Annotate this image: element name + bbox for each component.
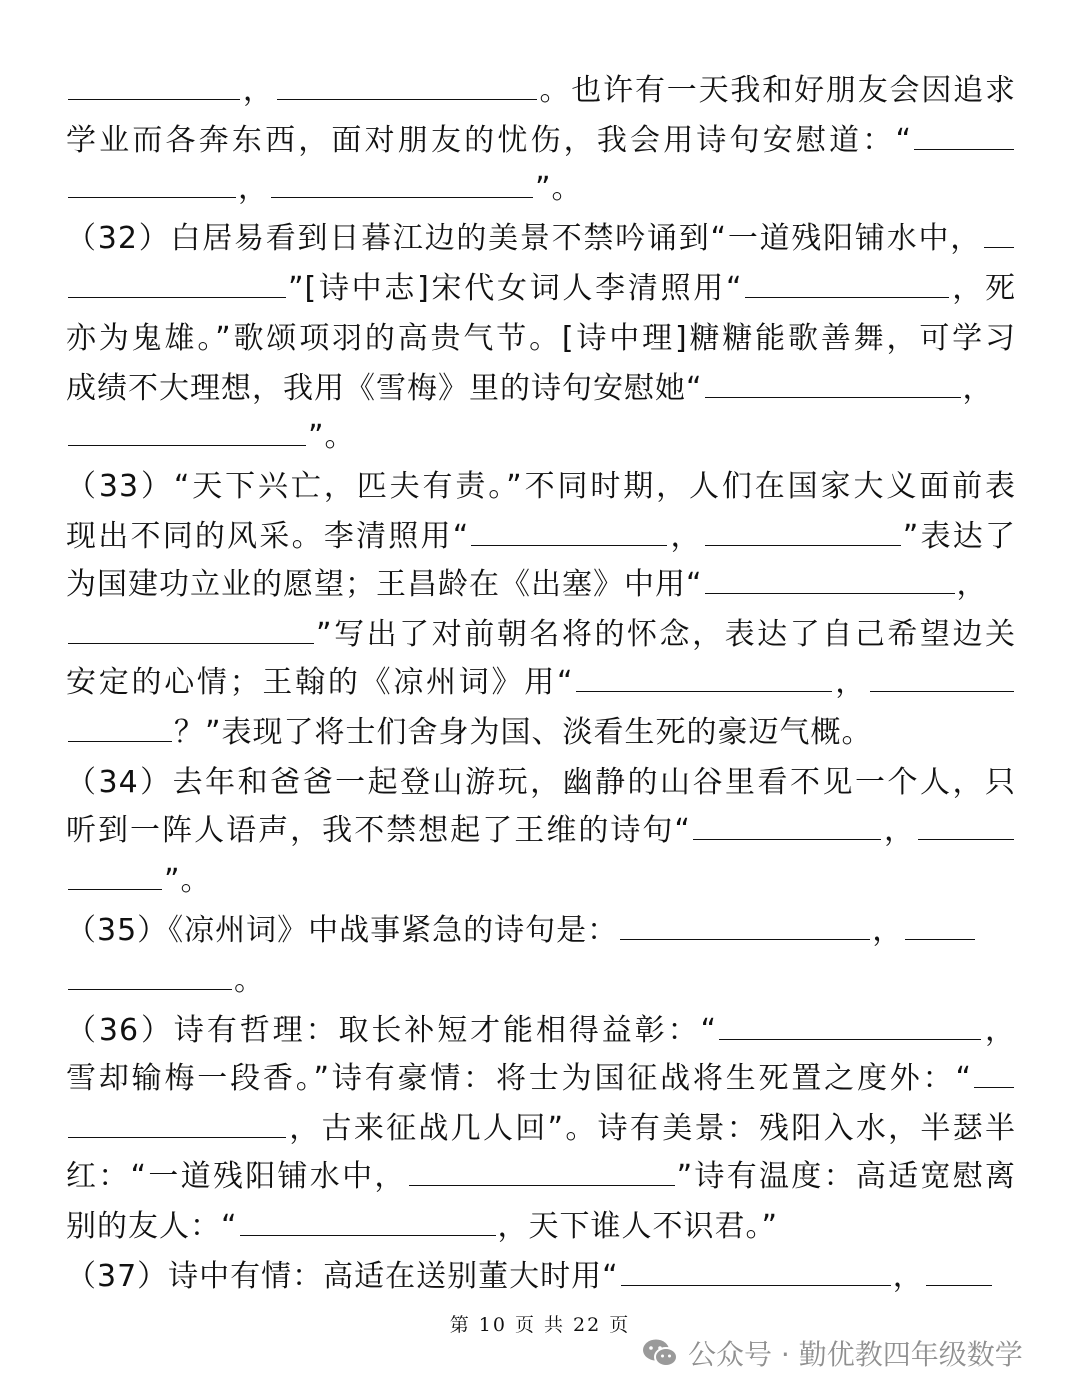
answer-blank[interactable] <box>471 515 667 546</box>
line-text: ， <box>872 913 904 948</box>
line-text: ， <box>956 567 988 602</box>
line-text: 现出不同的风采。李清照用“ <box>66 519 470 554</box>
text-line <box>66 216 1016 262</box>
line-text: ， <box>669 519 703 554</box>
text-line <box>66 1254 1016 1300</box>
answer-blank[interactable] <box>620 909 870 940</box>
line-text: ， <box>882 813 916 848</box>
answer-blank[interactable] <box>68 167 236 198</box>
line-text: ”。 <box>308 419 356 454</box>
line-text: ”写出了对前朝名将的怀念，表达了自己希望边关 <box>316 617 1016 652</box>
text-line <box>66 316 1016 362</box>
line-text: 红：“一道残阳铺水中， <box>66 1159 407 1194</box>
text-line <box>66 414 1016 460</box>
text-line <box>66 710 1016 756</box>
answer-blank[interactable] <box>68 959 232 990</box>
answer-blank[interactable] <box>905 909 975 940</box>
answer-blank[interactable] <box>68 859 162 890</box>
text-line <box>66 118 1016 164</box>
text-line <box>66 612 1016 658</box>
answer-blank[interactable] <box>984 217 1014 248</box>
answer-blank[interactable] <box>705 515 901 546</box>
line-text: （32）白居易看到日暮江边的美景不禁吟诵到“一道残阳铺水中， <box>66 221 982 256</box>
answer-blank[interactable] <box>409 1155 675 1186</box>
answer-blank[interactable] <box>705 367 961 398</box>
text-line <box>66 1008 1016 1054</box>
line-text: ， <box>833 665 868 700</box>
answer-blank[interactable] <box>870 661 1014 692</box>
text-line <box>66 514 1016 560</box>
answer-blank[interactable] <box>240 1205 496 1236</box>
answer-blank[interactable] <box>68 711 172 742</box>
line-text: ”。 <box>164 863 212 898</box>
answer-blank[interactable] <box>974 1057 1014 1088</box>
page-footer: 第 10 页 共 22 页 <box>449 1314 631 1336</box>
line-text: 为国建功立业的愿望；王昌龄在《出塞》中用“ <box>66 567 703 602</box>
text-line <box>66 1154 1016 1200</box>
line-text: ”。 <box>535 171 583 206</box>
answer-blank[interactable] <box>68 69 240 100</box>
answer-blank[interactable] <box>271 167 533 198</box>
line-text: ， <box>892 1259 924 1294</box>
line-text: （34）去年和爸爸一起登山游玩，幽静的山谷里看不见一个人，只 <box>66 765 1016 800</box>
answer-blank[interactable] <box>914 119 1014 150</box>
line-text: 。 <box>234 963 265 998</box>
answer-blank[interactable] <box>277 69 537 100</box>
answer-blank[interactable] <box>68 415 306 446</box>
text-line <box>66 760 1016 806</box>
line-text: ， <box>962 371 994 406</box>
answer-blank[interactable] <box>68 613 314 644</box>
line-text: ”诗有温度：高适宽慰离 <box>676 1159 1016 1194</box>
answer-blank[interactable] <box>918 809 1014 840</box>
answer-blank[interactable] <box>621 1255 891 1286</box>
text-line <box>66 464 1016 510</box>
text-line <box>66 958 1016 1004</box>
line-text: （37）诗中有情：高适在送别董大时用“ <box>66 1259 619 1294</box>
text-line <box>66 366 1016 412</box>
line-text: ，古来征战几人回”。诗有美景：残阳入水，半瑟半 <box>288 1111 1016 1146</box>
text-line <box>66 266 1016 312</box>
text-line <box>66 1056 1016 1102</box>
line-text: ，天下谁人不识君。” <box>497 1209 779 1244</box>
text-line <box>66 660 1016 706</box>
watermark-text: 公众号 · 勤优教四年级数学 <box>688 1338 1023 1371</box>
line-text: ？”表现了将士们舍身为国、淡看生死的豪迈气概。 <box>174 715 873 750</box>
text-line <box>66 166 1016 212</box>
line-text: 听到一阵人语声，我不禁想起了王维的诗句“ <box>66 813 691 848</box>
line-text: ， <box>983 1013 1016 1048</box>
watermark <box>640 1330 1023 1376</box>
answer-blank[interactable] <box>705 563 955 594</box>
text-line <box>66 1204 1016 1250</box>
answer-blank[interactable] <box>926 1255 992 1286</box>
line-text: ”[诗中志]宋代女词人李清照用“ <box>288 271 743 306</box>
answer-blank[interactable] <box>576 661 832 692</box>
line-text: 雪却输梅一段香。”诗有豪情：将士为国征战将生死置之度外：“ <box>66 1061 972 1096</box>
line-text: 。也许有一天我和好朋友会因追求 <box>538 73 1016 108</box>
wechat-icon <box>640 1336 680 1370</box>
line-text: ，死 <box>950 271 1016 306</box>
answer-blank[interactable] <box>68 267 286 298</box>
text-line <box>66 858 1016 904</box>
line-text: 成绩不大理想，我用《雪梅》里的诗句安慰她“ <box>66 371 703 406</box>
text-line <box>66 908 1016 954</box>
line-text: ， <box>238 171 269 206</box>
line-text: 亦为鬼雄。”歌颂项羽的高贵气节。[诗中理]糖糖能歌善舞，可学习 <box>66 321 1016 356</box>
line-text: （36）诗有哲理：取长补短才能相得益彰：“ <box>66 1013 718 1048</box>
line-text: ”表达了 <box>902 519 1016 554</box>
line-text: 别的友人：“ <box>66 1209 238 1244</box>
answer-blank[interactable] <box>693 809 881 840</box>
answer-blank[interactable] <box>719 1009 981 1040</box>
text-line <box>66 1106 1016 1152</box>
text-line <box>66 808 1016 854</box>
text-line <box>66 562 1016 608</box>
text-line <box>66 68 1016 114</box>
line-text: 安定的心情；王翰的《凉州词》用“ <box>66 665 574 700</box>
line-text: 学业而各奔东西，面对朋友的忧伤，我会用诗句安慰道：“ <box>66 123 912 158</box>
line-text: （35）《凉州词》中战事紧急的诗句是： <box>66 913 619 948</box>
answer-blank[interactable] <box>745 267 949 298</box>
answer-blank[interactable] <box>68 1107 286 1138</box>
line-text: （33）“天下兴亡，匹夫有责。”不同时期，人们在国家大义面前表 <box>66 469 1016 504</box>
line-text: ， <box>242 73 275 108</box>
